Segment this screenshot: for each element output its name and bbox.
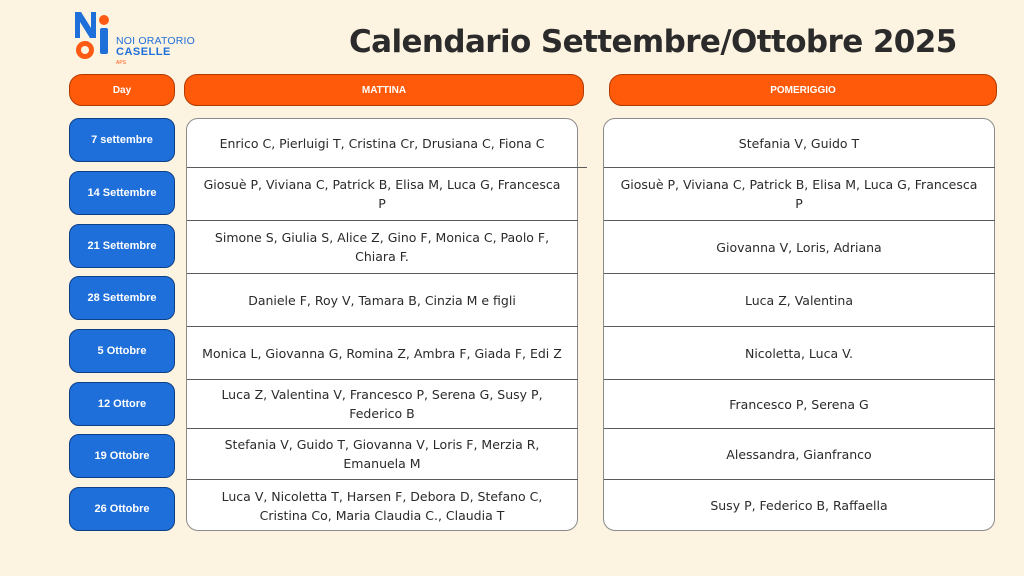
morning-cell: Giosuè P, Viviana C, Patrick B, Elisa M, Luca G, Francesca P	[203, 177, 561, 211]
logo-line3: APS	[116, 60, 127, 66]
afternoon-schedule-panel	[603, 118, 995, 531]
morning-cell: Luca V, Nicoletta T, Harsen F, Debora D, Stefano C, Cristina Co, Maria Claudia C., Claudia T	[221, 488, 543, 523]
day-label: 5 Ottobre	[69, 329, 175, 373]
day-label: 14 Settembre	[69, 171, 175, 215]
header-morning: MATTINA	[184, 74, 584, 106]
logo-line2: CASELLE	[116, 46, 171, 58]
day-label: 7 settembre	[69, 118, 175, 162]
day-label: 26 Ottobre	[69, 487, 175, 531]
morning-cell: Stefania V, Guido T, Giovanna V, Loris F, Merzia R, Emanuela M	[224, 437, 540, 471]
logo-line1: NOI ORATORIO	[116, 35, 196, 47]
afternoon-cell: Stefania V, Guido T	[738, 135, 860, 151]
afternoon-cell: Luca Z, Valentina	[745, 292, 853, 308]
morning-cell: Enrico C, Pierluigi T, Cristina Cr, Drusiana C, Fiona C	[219, 135, 545, 151]
morning-cell: Simone S, Giulia S, Alice Z, Gino F, Monica C, Paolo F, Chiara F.	[214, 230, 550, 264]
day-label: 19 Ottobre	[69, 434, 175, 478]
afternoon-cell: Francesco P, Serena G	[729, 396, 869, 412]
afternoon-cell: Susy P, Federico B, Raffaella	[710, 498, 888, 513]
morning-cell: Luca Z, Valentina V, Francesco P, Serena G, Susy P, Federico B	[221, 387, 543, 421]
noi-oratorio-logo	[72, 8, 212, 64]
morning-schedule-panel	[186, 118, 578, 531]
header-afternoon: POMERIGGIO	[609, 74, 997, 106]
header-day: Day	[69, 74, 175, 106]
day-label: 28 Settembre	[69, 276, 175, 320]
day-label: 21 Settembre	[69, 224, 175, 268]
morning-cell: Monica L, Giovanna G, Romina Z, Ambra F, Giada F, Edi Z	[202, 345, 562, 361]
afternoon-cell: Giovanna V, Loris, Adriana	[716, 239, 882, 255]
day-label: 12 Ottore	[69, 382, 175, 426]
logo-text	[116, 36, 195, 69]
page-title: Calendario Settembre/Ottobre 2025	[349, 24, 957, 60]
afternoon-cell: Giosuè P, Viviana C, Patrick B, Elisa M, Luca G, Francesca P	[620, 177, 978, 211]
morning-cell: Daniele F, Roy V, Tamara B, Cinzia M e figli	[248, 292, 516, 308]
afternoon-cell: Nicoletta, Luca V.	[744, 345, 853, 361]
afternoon-cell: Alessandra, Gianfranco	[726, 446, 872, 462]
logo-mark-icon	[72, 8, 112, 60]
